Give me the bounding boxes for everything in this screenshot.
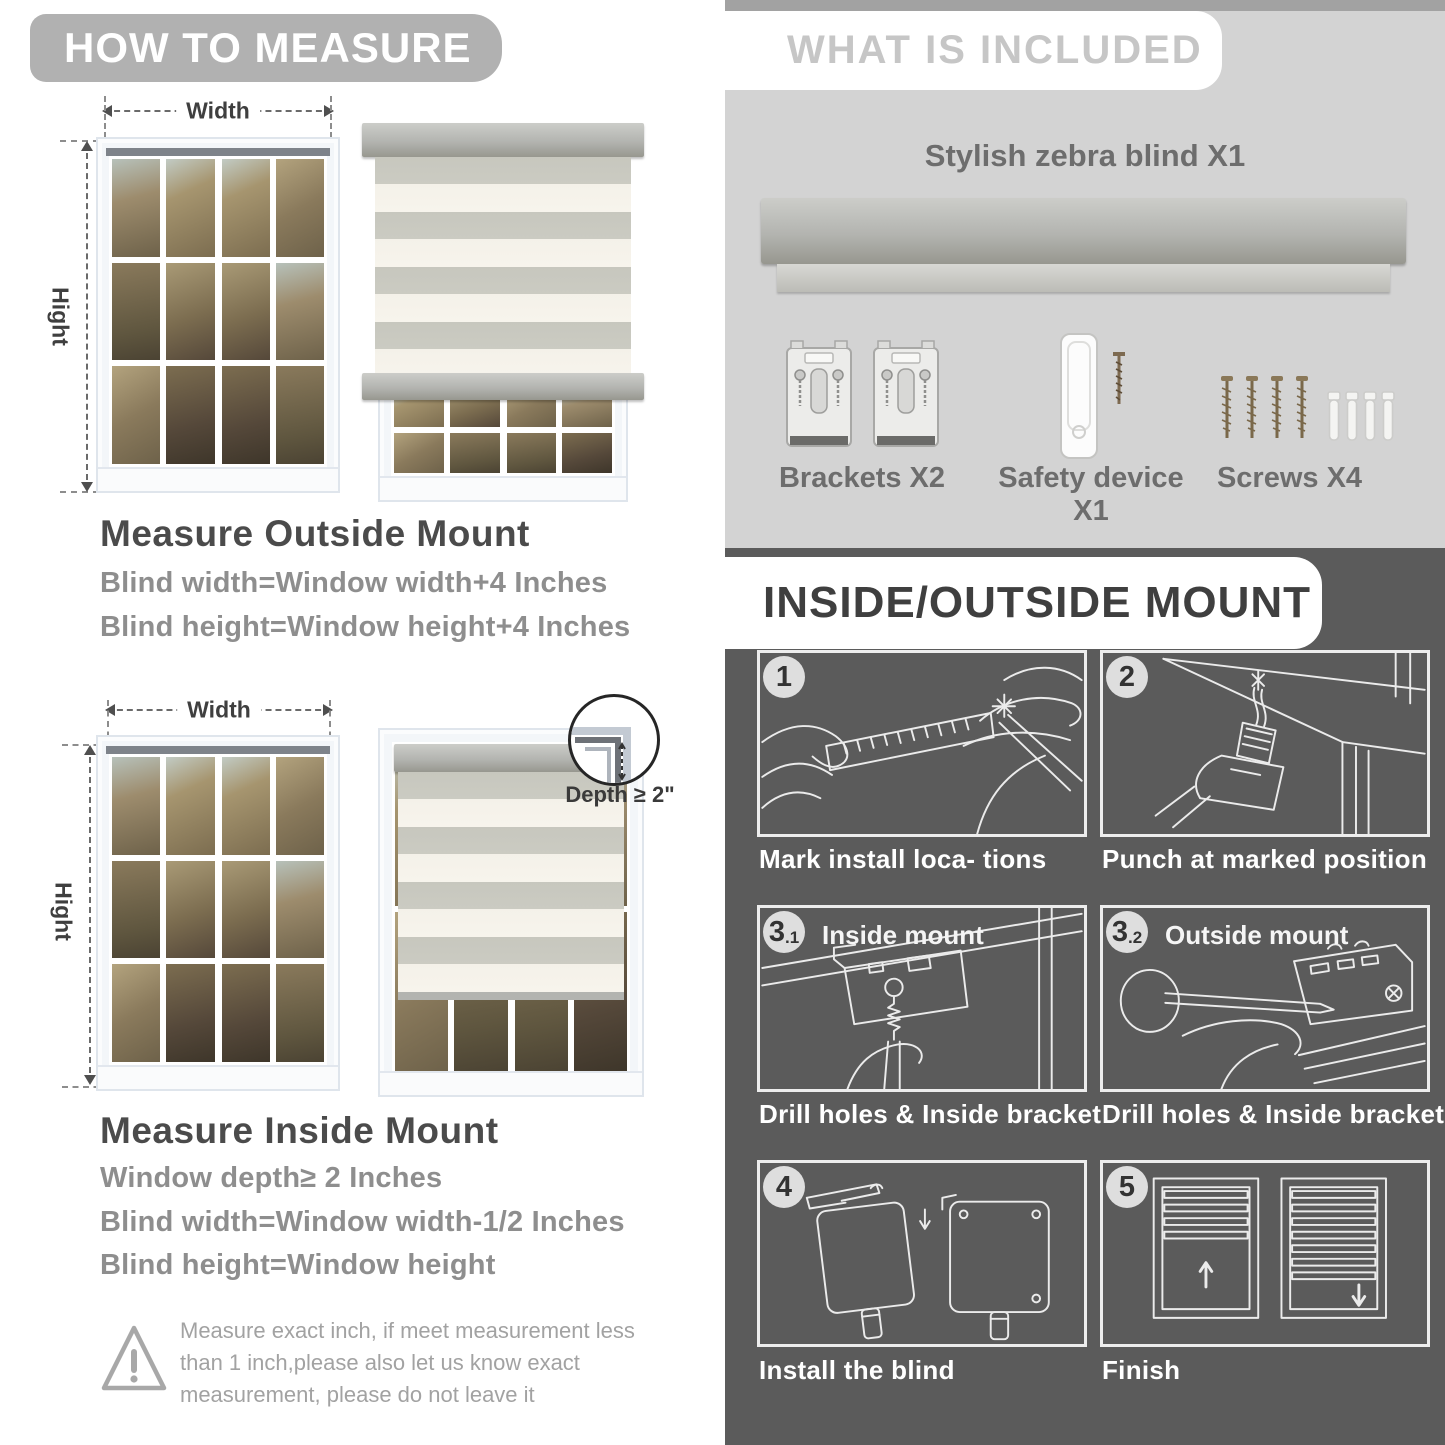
window-glass	[109, 754, 327, 1065]
top-strip	[725, 0, 1445, 11]
outside-height-dimension	[86, 143, 88, 490]
step-3-1-title: Inside mount	[822, 920, 984, 950]
step-4-image	[757, 1160, 1087, 1347]
blind-bottom-rail	[398, 992, 624, 1000]
inside-width-dimension	[107, 696, 331, 723]
window-sash	[222, 159, 325, 464]
window-jamb	[106, 148, 330, 156]
blind-headrail	[362, 123, 644, 157]
warning-line-3: measurement, please do not leave it	[180, 1381, 535, 1407]
outside-mount-line-1: Blind width=Window width+4 Inches	[100, 567, 608, 599]
blind-headrail-product	[761, 198, 1406, 264]
step-3-2-badge: 3 .2	[1106, 911, 1148, 953]
inside-height-dimension	[89, 747, 91, 1083]
warning-triangle-icon	[98, 1318, 170, 1398]
dimension-boundary	[104, 96, 106, 138]
safety-device-label: Safety device X1	[998, 462, 1184, 527]
window-photo-outside	[96, 137, 340, 493]
zebra-blind-photo-outside	[362, 123, 644, 502]
window-jamb	[106, 746, 330, 754]
step-3-1-image	[757, 905, 1087, 1092]
what-is-included-title: WHAT IS INCLUDED	[787, 28, 1203, 72]
step-5-badge: 5	[1106, 1166, 1148, 1208]
warning-text	[180, 1315, 650, 1411]
step-5-caption: Finish	[1102, 1355, 1181, 1385]
window-sash	[112, 757, 215, 1062]
inside-width-label: Width	[177, 697, 261, 724]
brackets-label: Brackets X2	[778, 462, 946, 494]
warning-line-2: than 1 inch,please also let us know exact	[180, 1349, 580, 1375]
step-3-2-title: Outside mount	[1165, 920, 1349, 950]
brackets-icon	[785, 336, 940, 464]
step-1-image	[757, 650, 1087, 837]
screws-label: Screws X4	[1216, 462, 1363, 494]
step-1-badge: 1	[763, 656, 805, 698]
depth-label: Depth ≥ 2"	[565, 782, 675, 807]
step-3-2-caption: Drill holes & Inside bracket	[1102, 1099, 1445, 1129]
blind-fabric	[375, 157, 631, 373]
how-to-measure-title: HOW TO MEASURE	[64, 24, 472, 71]
inside-outside-mount-title: INSIDE/OUTSIDE MOUNT	[763, 578, 1312, 627]
depth-detail-magnifier-icon	[568, 694, 660, 786]
outside-width-label: Width	[176, 98, 260, 125]
blind-bottom-rail	[362, 373, 644, 400]
window-glass	[109, 156, 327, 467]
step-5-image	[1100, 1160, 1430, 1347]
inside-mount-line-3: Blind height=Window height	[100, 1249, 496, 1281]
what-is-included-header	[725, 11, 1222, 90]
how-to-measure-header	[30, 14, 502, 82]
step-illustration-install-blind	[760, 1163, 1084, 1344]
window-photo-inside	[96, 735, 340, 1091]
outside-mount-heading: Measure Outside Mount	[100, 513, 530, 554]
step-3-1-caption: Drill holes & Inside bracket	[759, 1099, 1102, 1129]
inside-hight-label: Hight	[50, 882, 77, 941]
inside-mount-line-1: Window depth≥ 2 Inches	[100, 1162, 443, 1194]
safety-device-icon	[1055, 332, 1135, 468]
window-sash	[222, 757, 325, 1062]
window-sill	[98, 467, 338, 491]
step-illustration-measure-ruler	[760, 653, 1084, 834]
step-1-caption: Mark install loca- tions	[759, 844, 1047, 874]
what-is-included-panel	[725, 0, 1445, 548]
inside-mount-heading: Measure Inside Mount	[100, 1110, 499, 1151]
step-2-caption: Punch at marked position	[1102, 844, 1428, 874]
inside-mount-line-2: Blind width=Window width-1/2 Inches	[100, 1206, 625, 1238]
step-illustration-drill	[1103, 653, 1427, 834]
window-sill	[380, 1071, 642, 1095]
step-4-caption: Install the blind	[759, 1355, 955, 1385]
product-label: Stylish zebra blind X1	[924, 138, 1246, 173]
dimension-boundary	[330, 96, 332, 138]
outside-mount-line-2: Blind height=Window height+4 Inches	[100, 611, 631, 643]
outside-width-dimension	[104, 97, 332, 124]
window-sill	[98, 1065, 338, 1089]
inside-outside-mount-panel	[725, 548, 1445, 1445]
step-2-image	[1100, 650, 1430, 837]
step-3-2-image	[1100, 905, 1430, 1092]
step-illustration-finish	[1103, 1163, 1427, 1344]
warning-line-1: Measure exact inch, if meet measurement less	[180, 1318, 635, 1343]
step-3-1-badge: 3 .1	[763, 911, 805, 953]
blind-headrail-lip	[777, 264, 1390, 292]
screws-icon	[1220, 376, 1400, 448]
step-2-badge: 2	[1106, 656, 1148, 698]
step-4-badge: 4	[763, 1166, 805, 1208]
window-sash	[112, 159, 215, 464]
outside-hight-label: Hight	[47, 287, 74, 346]
inside-outside-mount-header	[725, 557, 1322, 649]
